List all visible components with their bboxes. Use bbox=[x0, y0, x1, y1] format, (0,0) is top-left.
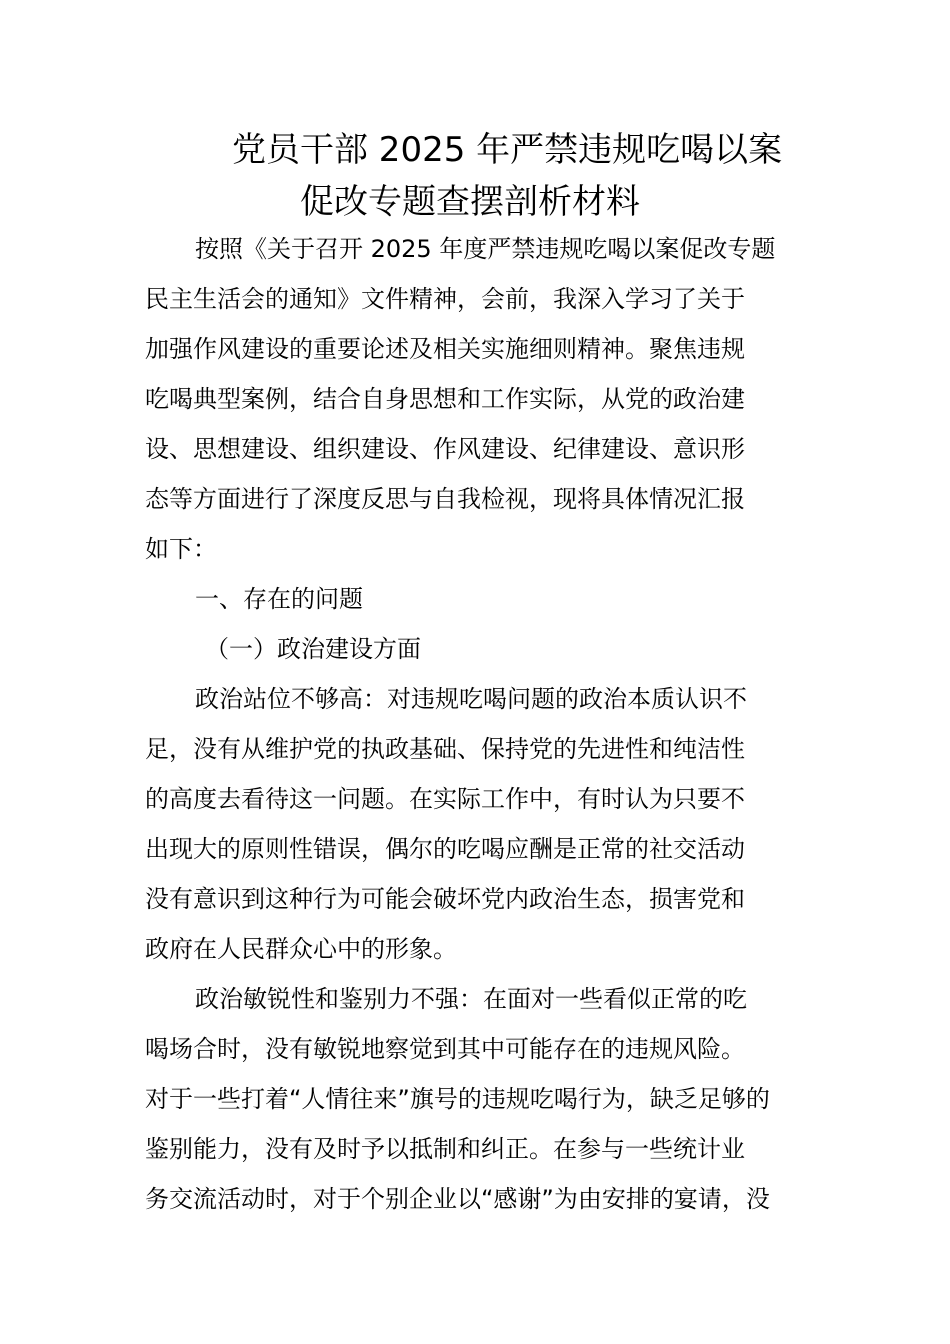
paragraph-line: 按照《关于召开 2025 年度严禁违规吃喝以案促改专题 bbox=[195, 235, 776, 263]
paragraph-line: 出现大的原则性错误，偶尔的吃喝应酬是正常的社交活动 bbox=[145, 835, 745, 863]
paragraph-line: 的高度去看待这一问题。在实际工作中，有时认为只要不 bbox=[145, 785, 745, 813]
paragraph-line: 足，没有从维护党的执政基础、保持党的先进性和纯洁性 bbox=[145, 735, 745, 763]
paragraph-line: 喝场合时，没有敏锐地察觉到其中可能存在的违规风险。 bbox=[145, 1035, 745, 1063]
paragraph-line: 民主生活会的通知》文件精神，会前，我深入学习了关于 bbox=[145, 285, 745, 313]
paragraph-line: 没有意识到这种行为可能会破坏党内政治生态，损害党和 bbox=[145, 885, 745, 913]
paragraph-line: 设、思想建设、组织建设、作风建设、纪律建设、意识形 bbox=[145, 435, 745, 463]
section-heading: 一、存在的问题 bbox=[195, 585, 363, 613]
paragraph-line: 如下： bbox=[145, 535, 217, 563]
document-title-line-2: 促改专题查摆剖析材料 bbox=[300, 182, 640, 222]
paragraph-line: 鉴别能力，没有及时予以抵制和纠正。在参与一些统计业 bbox=[145, 1135, 745, 1163]
paragraph-line: 政治敏锐性和鉴别力不强：在面对一些看似正常的吃 bbox=[195, 985, 747, 1013]
subsection-heading: （一）政治建设方面 bbox=[205, 635, 421, 663]
paragraph-line: 政治站位不够高：对违规吃喝问题的政治本质认识不 bbox=[195, 685, 747, 713]
document-title-line-1: 党员干部 2025 年严禁违规吃喝以案 bbox=[232, 130, 783, 170]
paragraph-line: 对于一些打着“人情往来”旗号的违规吃喝行为，缺乏足够的 bbox=[145, 1085, 770, 1113]
paragraph-line: 务交流活动时，对于个别企业以“感谢”为由安排的宴请，没 bbox=[145, 1185, 770, 1213]
paragraph-line: 政府在人民群众心中的形象。 bbox=[145, 935, 457, 963]
paragraph-line: 吃喝典型案例，结合自身思想和工作实际，从党的政治建 bbox=[145, 385, 745, 413]
paragraph-line: 态等方面进行了深度反思与自我检视，现将具体情况汇报 bbox=[145, 485, 745, 513]
paragraph-line: 加强作风建设的重要论述及相关实施细则精神。聚焦违规 bbox=[145, 335, 745, 363]
